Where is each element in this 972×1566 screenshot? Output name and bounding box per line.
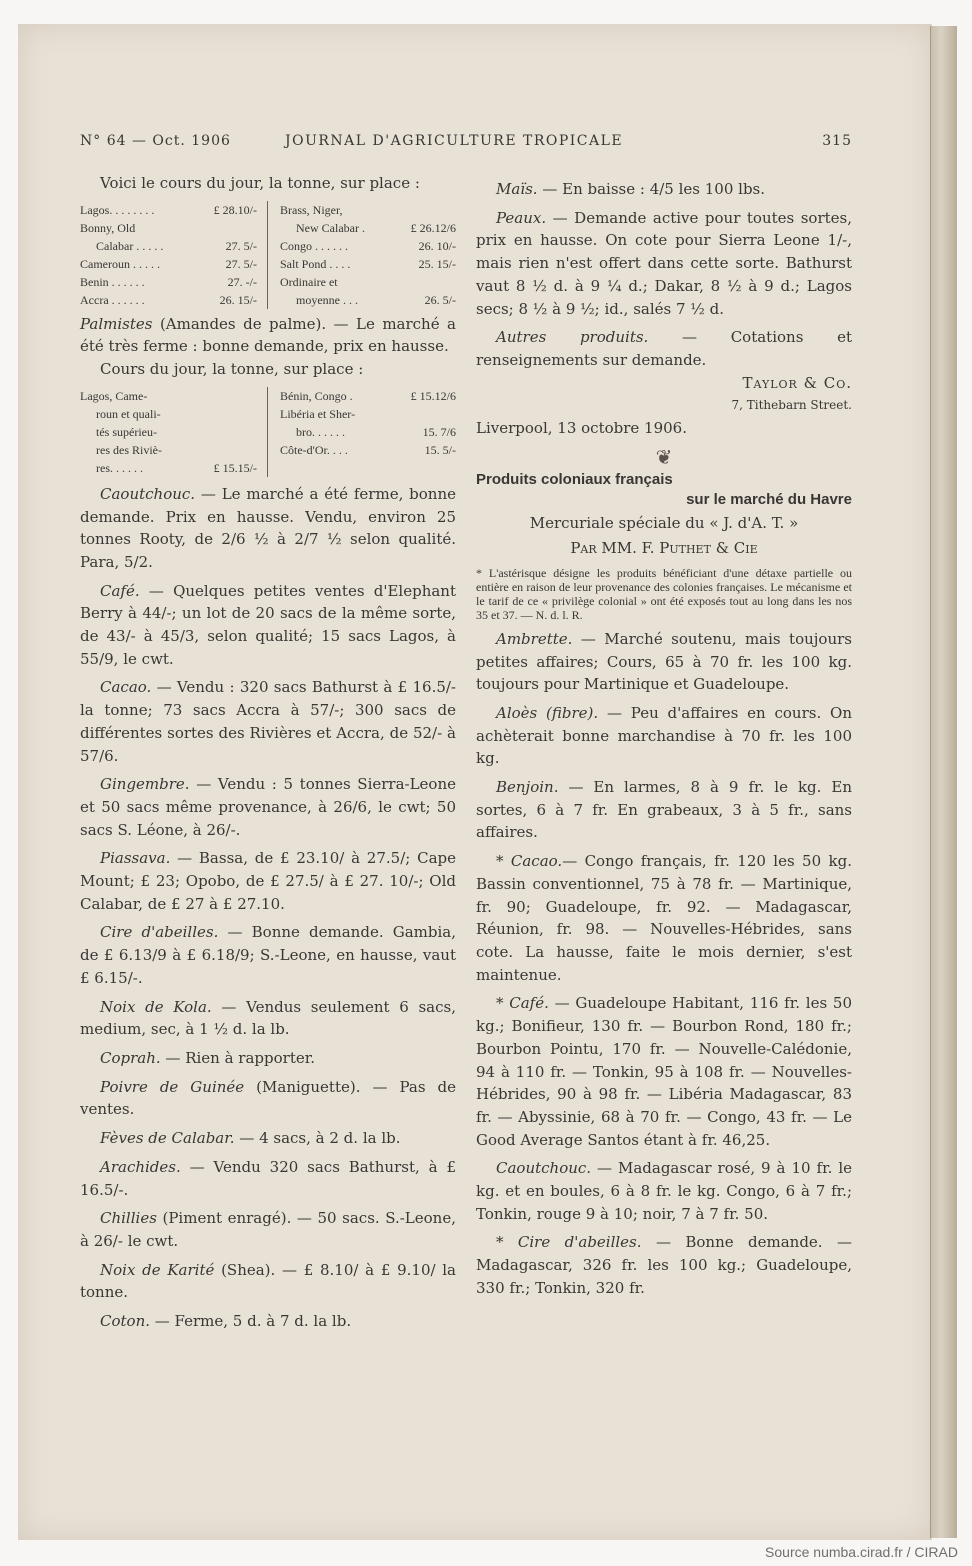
market-entry (80, 483, 456, 574)
price-table-2 (80, 387, 456, 477)
price-row-label: Bénin, Congo . (280, 388, 353, 403)
price-row-value: 27. 5/- (225, 238, 257, 253)
price-row (280, 291, 456, 309)
right-entries-top (476, 178, 852, 372)
price-row (80, 423, 257, 441)
journal-title: JOURNAL D'AGRICULTURE TROPICALE (285, 133, 624, 149)
price-row-label: res. . . . . . (96, 460, 143, 475)
entry-term: Cacao. (100, 678, 152, 697)
left-entries (80, 483, 456, 1333)
entry-term: * Cire d'abeilles. (496, 1233, 642, 1252)
entry-term: Arachides. (100, 1157, 181, 1176)
entry-term: Maïs. (496, 180, 538, 198)
price-row (80, 459, 257, 477)
price-row (280, 387, 456, 405)
entry-text: (Piment enragé). — 50 sacs. S.-Leone, à 26/- le cwt. (80, 1209, 456, 1250)
price-row (80, 201, 257, 219)
price-row-label: Accra . . . . . . (80, 292, 145, 307)
entry-text: (Maniguette). — Pas de ventes. (80, 1077, 456, 1119)
source-credit: Source numba.cirad.fr / CIRAD (765, 1544, 958, 1560)
market-entry (476, 1231, 852, 1299)
price-row-value: 25. 15/- (418, 256, 456, 271)
price-row (280, 273, 456, 291)
price-table-1-col-2 (268, 201, 456, 309)
market-entry (80, 773, 456, 841)
entry-text: — Bassa, de £ 23.10/ à 27.5/; Cape Mount; £ 23; Opobo, de £ 27.5/ à £ 27. 10/-; Old Calabar, de £ 27 à £ 27.10. (80, 849, 456, 913)
price-row-label: Cameroun . . . . . (80, 256, 160, 271)
market-entry (476, 628, 852, 696)
price-row-value: 26. 5/- (424, 292, 456, 307)
market-entry (476, 702, 852, 770)
price-row (80, 405, 257, 423)
entry-term: Poivre de Guinée (100, 1077, 245, 1096)
entry-text: — Guadeloupe Habitant, 116 fr. les 50 kg.; Bonifieur, 130 fr. — Bourbon Rond, 180 fr.; Bourbon Pointu, 170 fr. — Nouvelle-Calédonie, 94 à 110 fr. — Tonkin, 95 à 108 fr. — Nouvelles-Hébrides, 90 à 98 fr. — Libéria Madagascar, 83 fr. — Abyssinie, 68 à 70 fr. — Congo, 43 fr. — Le Good Average Santos étant à fr. 46,25. (476, 994, 852, 1149)
price-row-label: roun et quali- (96, 406, 161, 421)
market-entry (80, 1047, 456, 1070)
price-row-label: New Calabar . (296, 220, 365, 235)
price-row-value: £ 28.10/- (213, 202, 257, 217)
page-edge (930, 26, 957, 1538)
price-table-2-col-1 (80, 387, 268, 477)
cours-text: Cours du jour, la tonne, sur place : (100, 360, 364, 379)
entry-term: Coprah. (100, 1048, 161, 1067)
entry-text: — En larmes, 8 à 9 fr. le kg. En sortes, 6 à 7 fr. En grabeaux, 3 à 5 fr., sans affaires. (476, 778, 852, 842)
issue-number: N° 64 — Oct. 1906 (80, 133, 231, 149)
price-row (80, 441, 257, 459)
entry-term: Gingembre. (100, 775, 190, 794)
market-entry (80, 1076, 456, 1121)
price-row (80, 291, 257, 309)
price-row-label: Calabar . . . . . (96, 238, 164, 253)
price-row (280, 219, 456, 237)
price-row-label: res des Riviè- (96, 442, 162, 457)
market-entry (476, 1157, 852, 1225)
entry-text: — Vendus seulement 6 sacs, medium, sec, à 1 ½ d. la lb. (80, 997, 456, 1039)
running-header (80, 133, 852, 153)
price-row (80, 255, 257, 273)
price-row-label: Lagos. . . . . . . . (80, 202, 155, 217)
signature-name: Taylor & Co. (742, 373, 852, 392)
price-row-label: Côte-d'Or. . . . (280, 442, 348, 457)
market-entry (476, 326, 852, 371)
market-entry (80, 996, 456, 1041)
entry-text: — Vendu 320 sacs Bathurst, à £ 16.5/-. (80, 1157, 456, 1199)
section-title-line-1: Produits coloniaux français (476, 471, 673, 489)
entry-text: — 4 sacs, à 2 d. la lb. (234, 1129, 401, 1148)
market-entry (476, 992, 852, 1151)
price-row-label: tés supérieu- (96, 424, 157, 439)
entry-text: — Bonne demande. Gambia, de £ 6.13/9 à £ 6.18/9; S.-Leone, en hausse, vaut £ 6.15/-. (80, 923, 456, 987)
market-entry (80, 1310, 456, 1333)
page-number: 315 (822, 133, 852, 149)
price-row-label: Libéria et Sher- (280, 406, 356, 421)
price-row (280, 405, 456, 423)
price-row (80, 219, 257, 237)
section-title (476, 470, 852, 510)
price-row-value: 27. 5/- (225, 256, 257, 271)
price-row-label: Lagos, Came- (80, 388, 148, 403)
market-entry (476, 207, 852, 321)
subtitle: Mercuriale spéciale du « J. d'A. T. » (529, 514, 799, 533)
price-row-label: bro. . . . . . (296, 424, 345, 439)
price-row-value: 27. -/- (227, 274, 257, 289)
entry-text: — Rien à rapporter. (160, 1048, 316, 1067)
entry-term: Chillies (100, 1209, 157, 1228)
entry-term: Café. (100, 581, 140, 600)
price-table-1-col-1 (80, 201, 268, 309)
ornament-icon: ❦ (655, 444, 673, 469)
right-column (476, 172, 852, 1372)
price-row-value: £ 15.15/- (213, 460, 257, 475)
price-row-label: Benin . . . . . . (80, 274, 145, 289)
price-row-value: 15. 5/- (424, 442, 456, 457)
entry-term: Palmistes (80, 314, 153, 333)
price-row (280, 237, 456, 255)
price-table-1 (80, 201, 456, 309)
price-row-value: 26. 10/- (418, 238, 456, 253)
price-row-label: Brass, Niger, (280, 202, 343, 217)
intro-text: Voici le cours du jour, la tonne, sur place : (100, 174, 420, 192)
market-entry (80, 847, 456, 915)
entry-term: Aloès (fibre). (496, 703, 599, 722)
entry-term: Piassava. (100, 849, 171, 868)
entry-text: — Le marché a été ferme, bonne demande. Prix en hausse. Vendu, environ 25 tonnes Rooty, de 2/6 ½ à 2/7 ½ selon qualité. Para, 5/2. (80, 484, 456, 571)
price-row-value: 26. 15/- (219, 292, 257, 307)
entry-text: — Demande active pour toutes sortes, prix en hausse. On cote pour Sierra Leone 1/-, mais rien n'est offert dans cette sorte. Bathurst vaut 8 ½ d. à 9 ¼ d.; Dakar, 8 ½ à 9 d.; Lagos secs; 8 ½ à 9 ½; id., salés 7 ½ d. (476, 208, 852, 318)
entry-term: Coton. (100, 1312, 150, 1331)
entry-term: Caoutchouc. (100, 484, 196, 503)
entry-term: Autres produits. (496, 328, 649, 347)
market-entry (476, 850, 852, 986)
signature-address: 7, Tithebarn Street. (731, 398, 852, 413)
price-row-label: Congo . . . . . . (280, 238, 349, 253)
market-entry (80, 580, 456, 671)
palmistes-entry (80, 313, 456, 358)
price-row-value: £ 15.12/6 (410, 388, 456, 403)
left-column (80, 172, 456, 1372)
entry-text: — Ferme, 5 d. à 7 d. la lb. (150, 1312, 352, 1331)
entry-text: — Quelques petites ventes d'Elephant Berry à 44/-; un lot de 20 sacs de la même sorte, de 43/- à 45/3, selon qualité; 15 sacs Lagos, à 55/9, le cwt. (80, 581, 456, 668)
market-entry (80, 1259, 456, 1304)
editor-note: * L'astérisque désigne les produits bénéficiant d'une détaxe partielle ou entière en raison de leur provenance des colonies françaises. Le mécanisme et le tarif de ce « privilège colonial » ont été exposés tout au long dans les nos 35 et 37. — N. d. l. R. (476, 565, 852, 622)
entry-text: (Amandes de palme). — Le marché a été très ferme : bonne demande, prix en hausse. (80, 314, 456, 356)
entry-text: — Cotations et renseignements sur demande. (476, 328, 852, 369)
entry-text: — Vendu : 5 tonnes Sierra-Leone et 50 sacs même provenance, à 26/6, le cwt; 50 sacs S. Léone, à 26/-. (80, 775, 456, 839)
entry-text: — Marché soutenu, mais toujours petites affaires; Cours, 65 à 70 fr. les 100 kg. toujours pour Martinique et Guadeloupe. (476, 629, 852, 694)
entry-term: Peaux. (496, 208, 547, 227)
price-row (80, 237, 257, 255)
section-title-line-2: sur le marché du Havre (686, 491, 852, 509)
price-row-label: Ordinaire et (280, 274, 338, 289)
price-table-2-col-2 (268, 387, 456, 477)
entry-text: — Vendu : 320 sacs Bathurst à £ 16.5/- la tonne; 73 sacs Accra à 57/-; 300 sacs de différentes sortes des Rivières et Accra, de 52/- à 57/6. (80, 678, 456, 765)
entry-term: Caoutchouc. (496, 1159, 592, 1178)
entry-text: — Madagascar rosé, 9 à 10 fr. le kg. et en boules, 6 à 8 fr. le kg. Congo, 6 à 7 fr.; Tonkin, rouge 9 à 10; noir, 7 à 7 fr. 50. (476, 1159, 852, 1223)
entry-term: Noix de Kola. (100, 997, 212, 1016)
right-entries (476, 628, 852, 1300)
market-entry (80, 921, 456, 989)
signature (476, 372, 852, 417)
price-row (80, 273, 257, 291)
price-row (80, 387, 257, 405)
market-entry (80, 1156, 456, 1201)
price-row-value: £ 26.12/6 (410, 220, 456, 235)
entry-text: (Shea). — £ 8.10/ à £ 9.10/ la tonne. (80, 1260, 456, 1302)
dateline: Liverpool, 13 octobre 1906. (476, 419, 687, 438)
price-row (280, 423, 456, 441)
byline: Par MM. F. Puthet & Cie (570, 539, 758, 558)
entry-term: * Cacao. (496, 852, 563, 871)
price-row (280, 441, 456, 459)
market-entry (476, 178, 852, 201)
entry-term: * Café. (496, 994, 549, 1013)
price-row-value: 15. 7/6 (422, 424, 456, 439)
price-row (280, 255, 456, 273)
entry-term: Cire d'abeilles. (100, 923, 219, 942)
price-row-label: moyenne . . . (296, 292, 358, 307)
market-entry (80, 1207, 456, 1252)
market-entry (80, 1127, 456, 1150)
entry-text: — Congo français, fr. 120 les 50 kg. Bassin conventionnel, 75 à 78 fr. — Martinique, fr. 90; Guadeloupe, fr. 92. — Madagascar, Réunion, fr. 98. — Nouvelles-Hébrides, sans cote. La hausse, faite le mois dernier, s'est maintenue. (476, 852, 852, 984)
market-entry (80, 676, 456, 767)
entry-term: Ambrette. (496, 629, 573, 648)
entry-term: Fèves de Calabar. (100, 1129, 235, 1148)
entry-term: Noix de Karité (100, 1260, 215, 1279)
market-entry (476, 776, 852, 844)
entry-text: — Bonne demande. — Madagascar, 326 fr. les 100 kg.; Guadeloupe, 330 fr.; Tonkin, 320 fr. (476, 1233, 852, 1297)
entry-text: — En baisse : 4/5 les 100 lbs. (537, 180, 766, 198)
entry-text: — Peu d'affaires en cours. On achèterait bonne marchandise à 70 fr. les 100 kg. (476, 703, 852, 768)
price-row-label: Salt Pond . . . . (280, 256, 351, 271)
price-row (280, 201, 456, 219)
price-row-label: Bonny, Old (80, 220, 136, 235)
entry-term: Benjoin. (496, 778, 559, 797)
